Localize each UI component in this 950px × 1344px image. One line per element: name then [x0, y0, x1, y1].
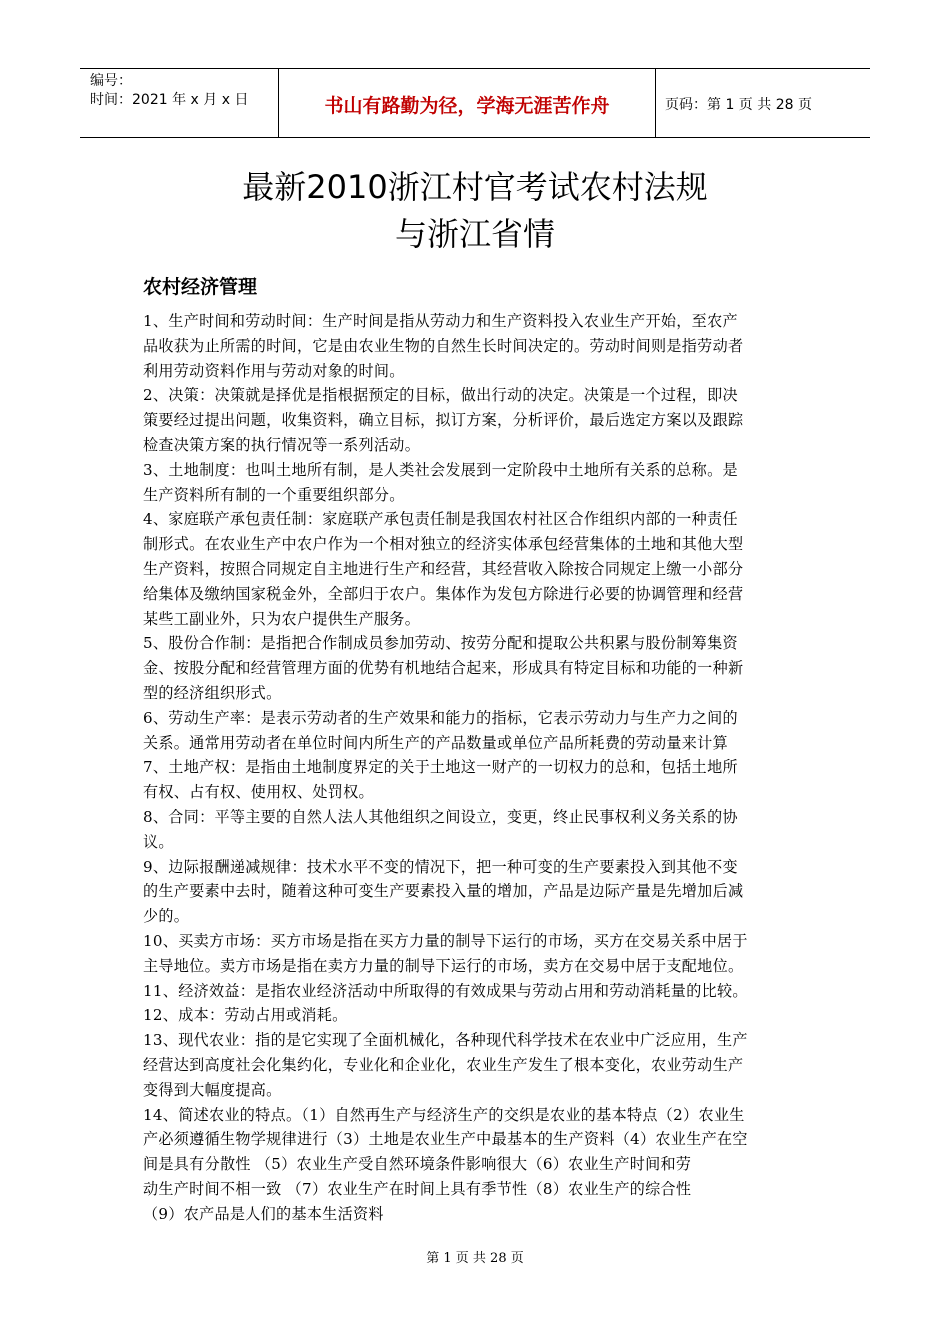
body-line: 品收获为止所需的时间，它是由农业生物的自然生长时间决定的。劳动时间则是指劳动者 [143, 336, 744, 355]
body-line: 策要经过提出问题，收集资料，确立目标，拟订方案，分析评价，最后选定方案以及跟踪 [143, 411, 744, 430]
body-line: 12、成本：劳动占用或消耗。 [143, 1006, 348, 1025]
body-line: （9）农产品是人们的基本生活资料 [143, 1204, 384, 1223]
body-line: 利用劳动资料作用与劳动对象的时间。 [143, 361, 405, 380]
body-line: 间是具有分散性 （5）农业生产受自然环境条件影响很大（6）农业生产时间和劳 [143, 1155, 692, 1174]
header-page-cell [657, 69, 870, 137]
page-header [80, 68, 870, 138]
body-line: 少的。 [143, 907, 190, 926]
body-line: 8、合同：平等主要的自然人法人其他组织之间设立，变更，终止民事权利义务关系的协 [143, 808, 738, 826]
body-line: 的生产要素中去时，随着这种可变生产要素投入量的增加，产品是边际产量是先增加后减 [143, 882, 744, 901]
body-line: 10、买卖方市场：买方市场是指在买方力量的制导下运行的市场，买方在交易关系中居于 [143, 932, 748, 950]
body-line: 13、现代农业：指的是它实现了全面机械化，各种现代科学技术在农业中广泛应用，生产 [143, 1031, 748, 1050]
body-line: 产必须遵循生物学规律进行（3）土地是农业生产中最基本的生产资料（4）农业生产在空 [143, 1130, 748, 1149]
body-line: 2、决策：决策就是择优是指根据预定的目标，做出行动的决定。决策是一个过程，即决 [143, 386, 738, 405]
body-line: 14、简述农业的特点。（1）自然再生产与经济生产的交织是农业的基本特点（2）农业生 [143, 1105, 745, 1124]
body-line: 动生产时间不相一致 （7）农业生产在时间上具有季节性（8）农业生产的综合性 [143, 1180, 692, 1198]
body-line: 议。 [143, 832, 174, 851]
body-line: 检查决策方案的执行情况等一系列活动。 [143, 436, 421, 454]
body-line: 型的经济组织形式。 [143, 684, 282, 702]
page-footer: 第 1 页 共 28 页 [426, 1251, 524, 1266]
body-line: 生产资料，按照合同规定自主地进行生产和经营，其经营收入除按合同规定上缴一小部分 [143, 560, 744, 578]
body-line: 有权、占有权、使用权、处罚权。 [143, 783, 374, 802]
body-line: 7、土地产权：是指由土地制度界定的关于土地这一财产的一切权力的总和，包括土地所 [143, 758, 738, 777]
body-line: 9、边际报酬递减规律：技术水平不变的情况下，把一种可变的生产要素投入到其他不变 [143, 857, 738, 876]
section-heading: 农村经济管理 [143, 276, 258, 298]
document-number-label: 编号： [90, 73, 132, 89]
body-line: 关系。通常用劳动者在单位时间内所生产的产品数量或单位产品所耗费的劳动量来计算 [143, 733, 728, 752]
body-line: 6、劳动生产率：是表示劳动者的生产效果和能力的指标，它表示劳动力与生产力之间的 [143, 708, 738, 727]
body-line: 变得到大幅度提高。 [143, 1080, 282, 1099]
page-number-info: 页码：第 1 页 共 28 页 [665, 97, 812, 113]
body-line: 生产资料所有制的一个重要组织部分。 [143, 485, 405, 504]
body-line: 1、生产时间和劳动时间：生产时间是指从劳动力和生产资料投入农业生产开始，至农产 [143, 312, 738, 330]
body-line: 给集体及缴纳国家税金外，全部归于农户。集体作为发包方除进行必要的协调管理和经营 [143, 584, 744, 603]
body-line: 3、土地制度：也叫土地所有制，是人类社会发展到一定阶段中土地所有关系的总称。是 [143, 460, 738, 479]
header-motto-cell [279, 69, 656, 137]
body-line: 5、股份合作制：是指把合作制成员参加劳动、按劳分配和提取公共积累与股份制筹集资 [143, 634, 738, 653]
body-line: 11、经济效益：是指农业经济活动中所取得的有效成果与劳动占用和劳动消耗量的比较。 [143, 981, 748, 1000]
body-line: 金、按股分配和经营管理方面的优势有机地结合起来，形成具有特定目标和功能的一种新 [143, 659, 744, 678]
body-line: 某些工副业外，只为农户提供生产服务。 [143, 609, 421, 628]
document-title-line-2: 与浙江省情 [394, 215, 555, 253]
header-info-cell [80, 69, 279, 137]
motto-text: 书山有路勤为径，学海无涯苦作舟 [324, 95, 610, 117]
document-title-line-1: 最新2010浙江村官考试农村法规 [242, 168, 708, 206]
document-date-label: 时间：2021 年 x 月 x 日 [90, 92, 249, 108]
body-line: 4、家庭联产承包责任制：家庭联产承包责任制是我国农村社区合作组织内部的一种责任 [143, 510, 738, 529]
body-line: 主导地位。卖方市场是指在卖方力量的制导下运行的市场，卖方在交易中居于支配地位。 [143, 956, 744, 975]
body-line: 经营达到高度社会化集约化，专业化和企业化，农业生产发生了根本变化，农业劳动生产 [143, 1056, 744, 1074]
body-line: 制形式。在农业生产中农户作为一个相对独立的经济实体承包经营集体的土地和其他大型 [143, 535, 744, 554]
